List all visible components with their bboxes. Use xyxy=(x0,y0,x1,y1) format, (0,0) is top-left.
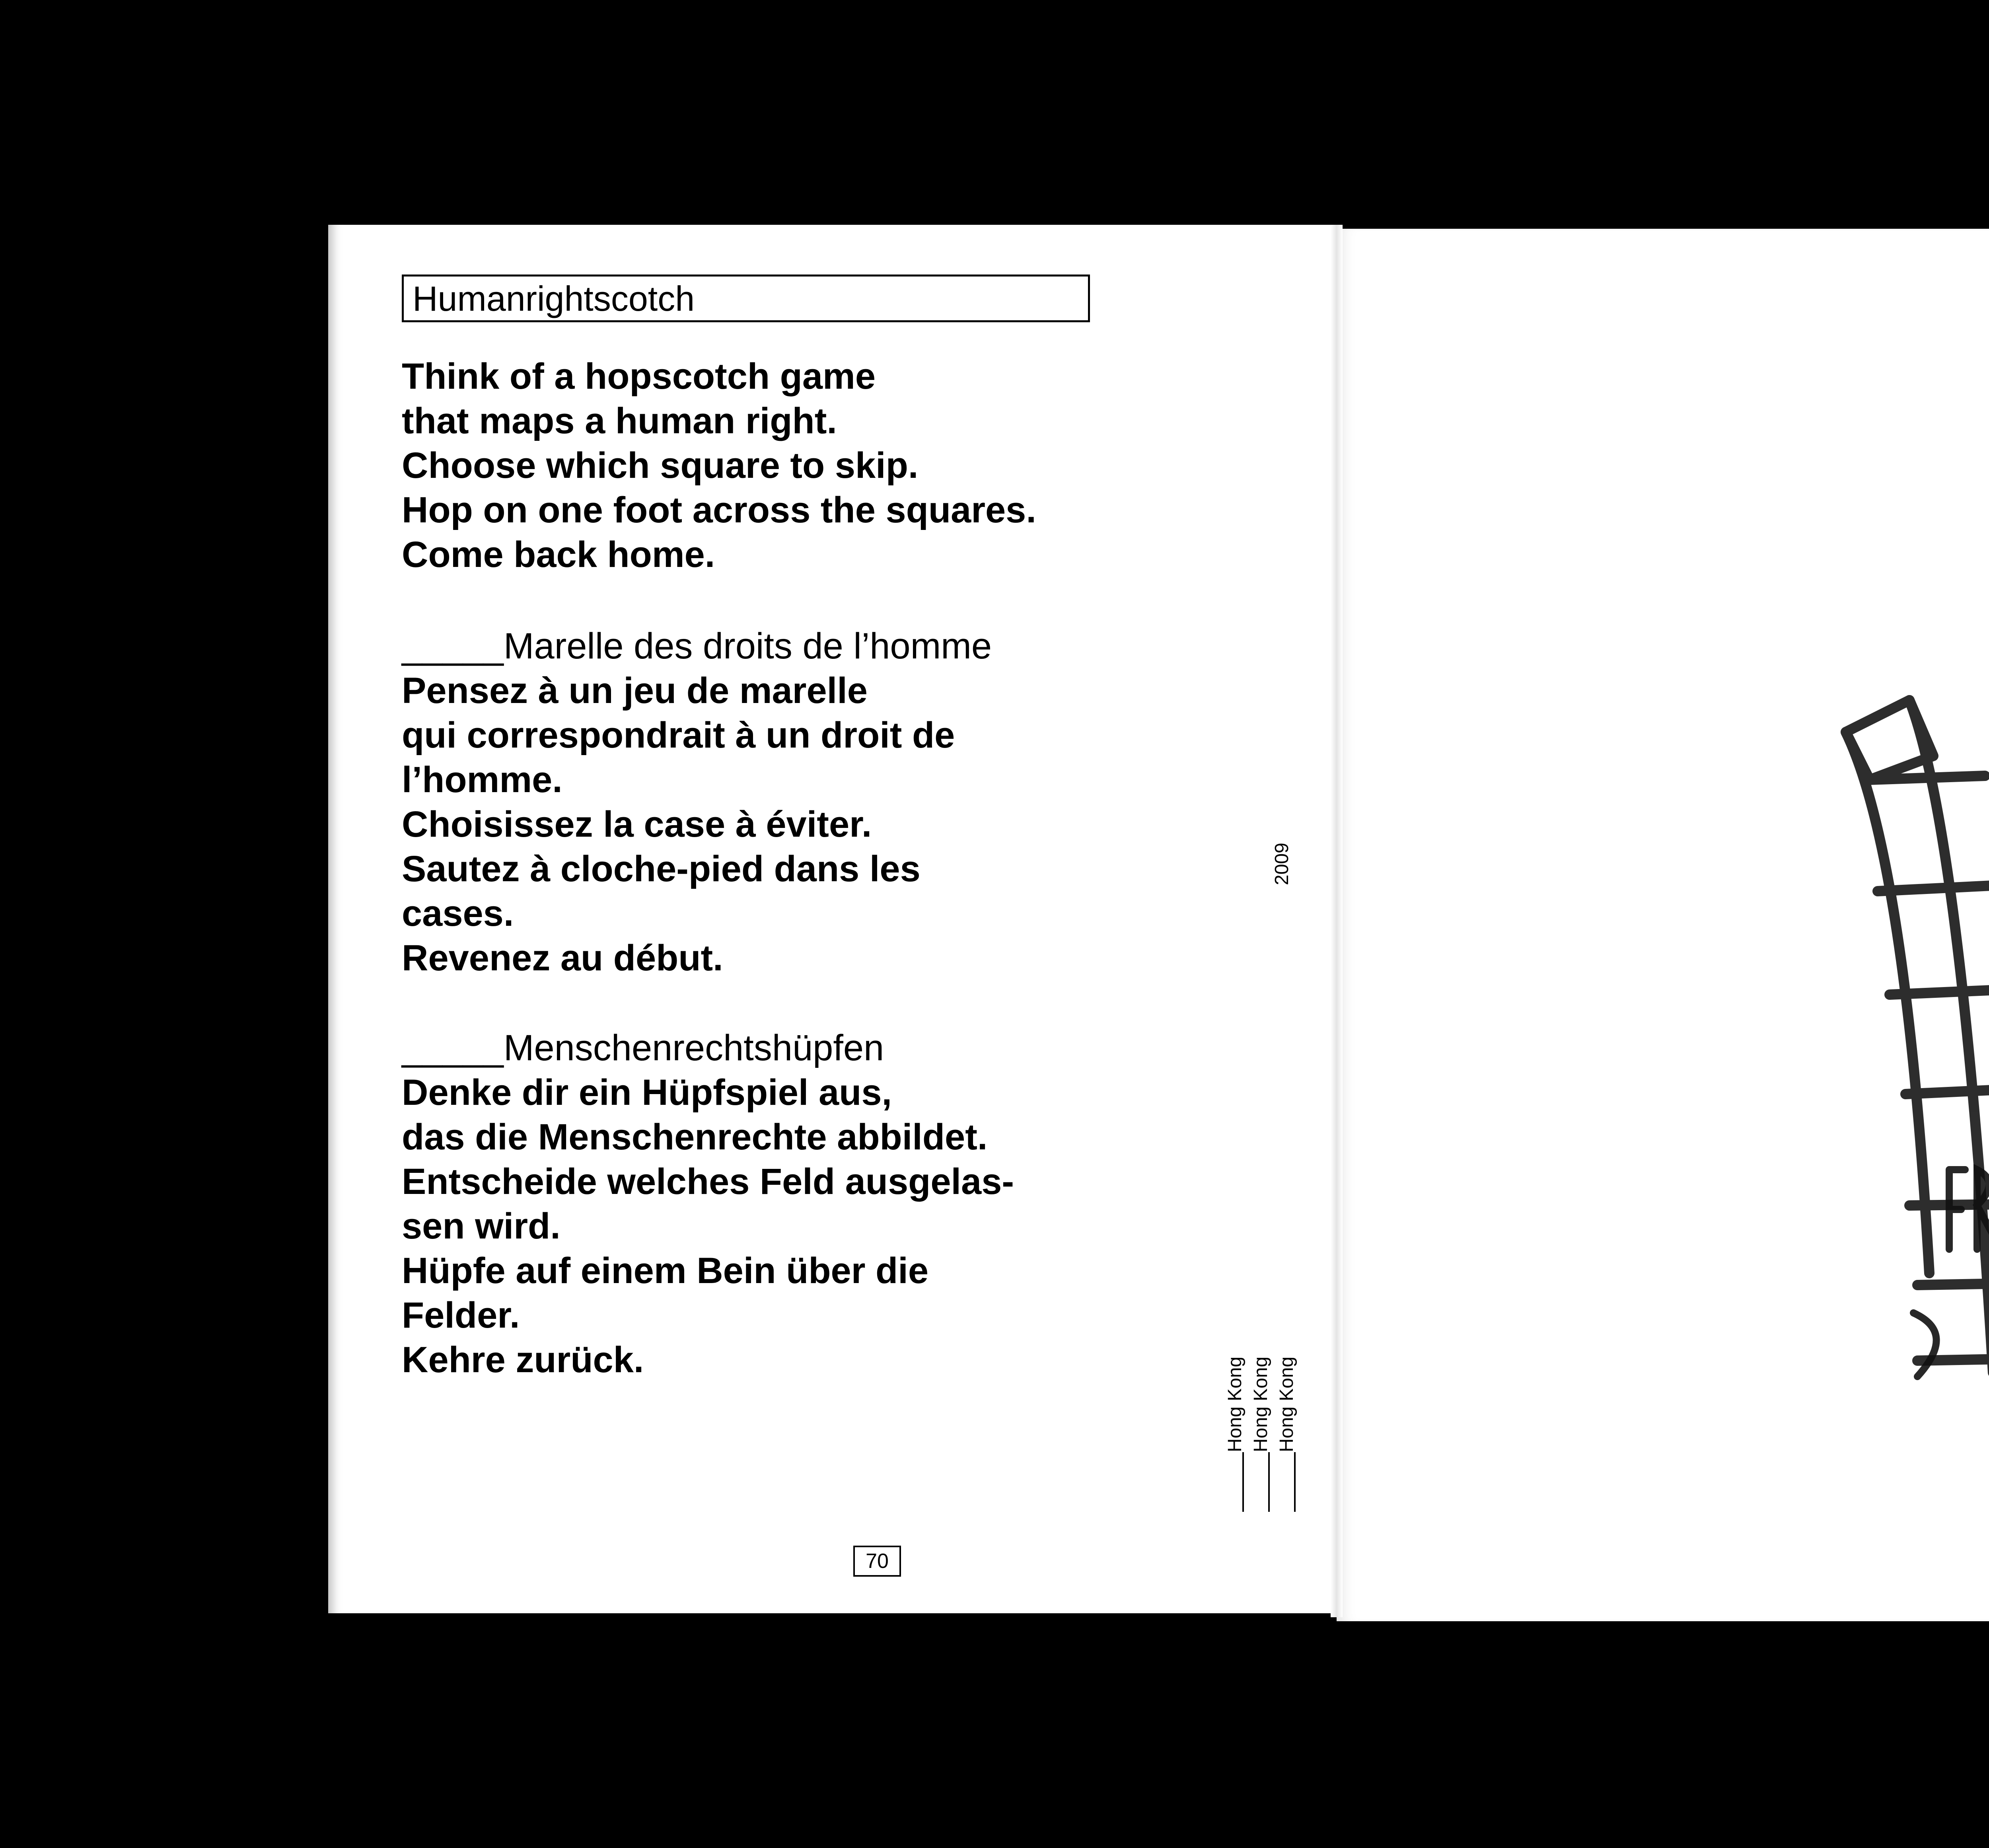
poem-title: Humanrightscotch xyxy=(402,275,1090,322)
text-line: Kehre zurück. xyxy=(402,1340,644,1380)
text-line: l’homme. xyxy=(402,759,562,800)
year-label: 2009 xyxy=(1271,843,1292,885)
text-line: sen wird. xyxy=(402,1206,561,1246)
location-line: Hong Kong xyxy=(1249,1357,1273,1512)
location-line: Hong Kong xyxy=(1223,1357,1247,1512)
english-text xyxy=(402,354,1036,577)
page-number: 70 xyxy=(853,1546,901,1577)
text-line: qui correspondrait à un droit de xyxy=(402,715,955,756)
location-line: Hong Kong xyxy=(1275,1357,1299,1512)
text-line: Entscheide welches Feld ausgelas- xyxy=(402,1161,1014,1202)
text-line: Denke dir ein Hüpfspiel aus, xyxy=(402,1072,892,1113)
text-line: Choisissez la case à éviter. xyxy=(402,804,872,845)
german-heading: _____Menschenrechtshüpfen xyxy=(402,1028,884,1068)
text-line: that maps a human right. xyxy=(402,401,837,441)
text-line: das die Menschenrechte abbildet. xyxy=(402,1117,988,1157)
text-line: Hop on one foot across the squares. xyxy=(402,490,1036,530)
book-gutter xyxy=(1331,225,1343,1617)
german-text xyxy=(402,1026,1014,1382)
text-line: Revenez au début. xyxy=(402,938,723,978)
french-text xyxy=(402,624,992,980)
text-line: Think of a hopscotch game xyxy=(402,356,876,397)
text-line: Pensez à un jeu de marelle xyxy=(402,670,868,711)
text-line: Choose which square to skip. xyxy=(402,445,919,486)
text-line: Come back home. xyxy=(402,534,715,575)
hopscotch-drawing xyxy=(1830,676,1989,1432)
text-line: Felder. xyxy=(402,1295,520,1336)
text-line: Sautez à cloche-pied dans les xyxy=(402,849,921,889)
text-line: cases. xyxy=(402,893,514,934)
text-line: Hüpfe auf einem Bein über die xyxy=(402,1250,928,1291)
french-heading: _____Marelle des droits de l’homme xyxy=(402,626,992,666)
